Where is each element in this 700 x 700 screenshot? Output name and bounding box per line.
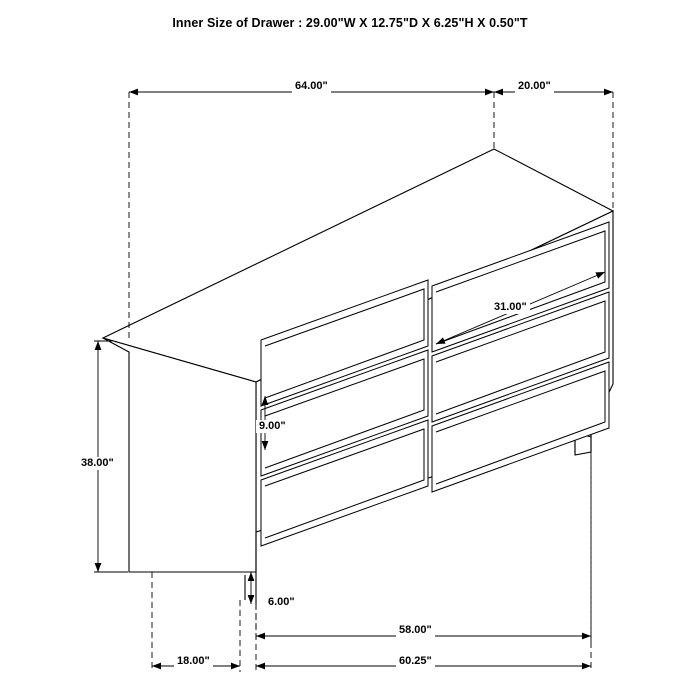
dim-label-base-clearance: 6.00" — [265, 596, 298, 609]
dim-label-drawer-height: 9.00" — [256, 420, 289, 433]
dim-label-height: 38.00" — [78, 457, 117, 470]
dim-label-side-depth: 18.00" — [174, 655, 213, 668]
dim-label-total-base-width: 60.25" — [396, 655, 435, 668]
page-title: Inner Size of Drawer : 29.00"W X 12.75"D X 6.25"H X 0.50"T — [172, 16, 528, 30]
dim-label-front-base-width: 58.00" — [396, 624, 435, 637]
dim-label-top-depth: 20.00" — [515, 80, 554, 93]
dim-label-top-width: 64.00" — [292, 80, 331, 93]
dim-label-drawer-depth: 31.00" — [491, 301, 530, 314]
